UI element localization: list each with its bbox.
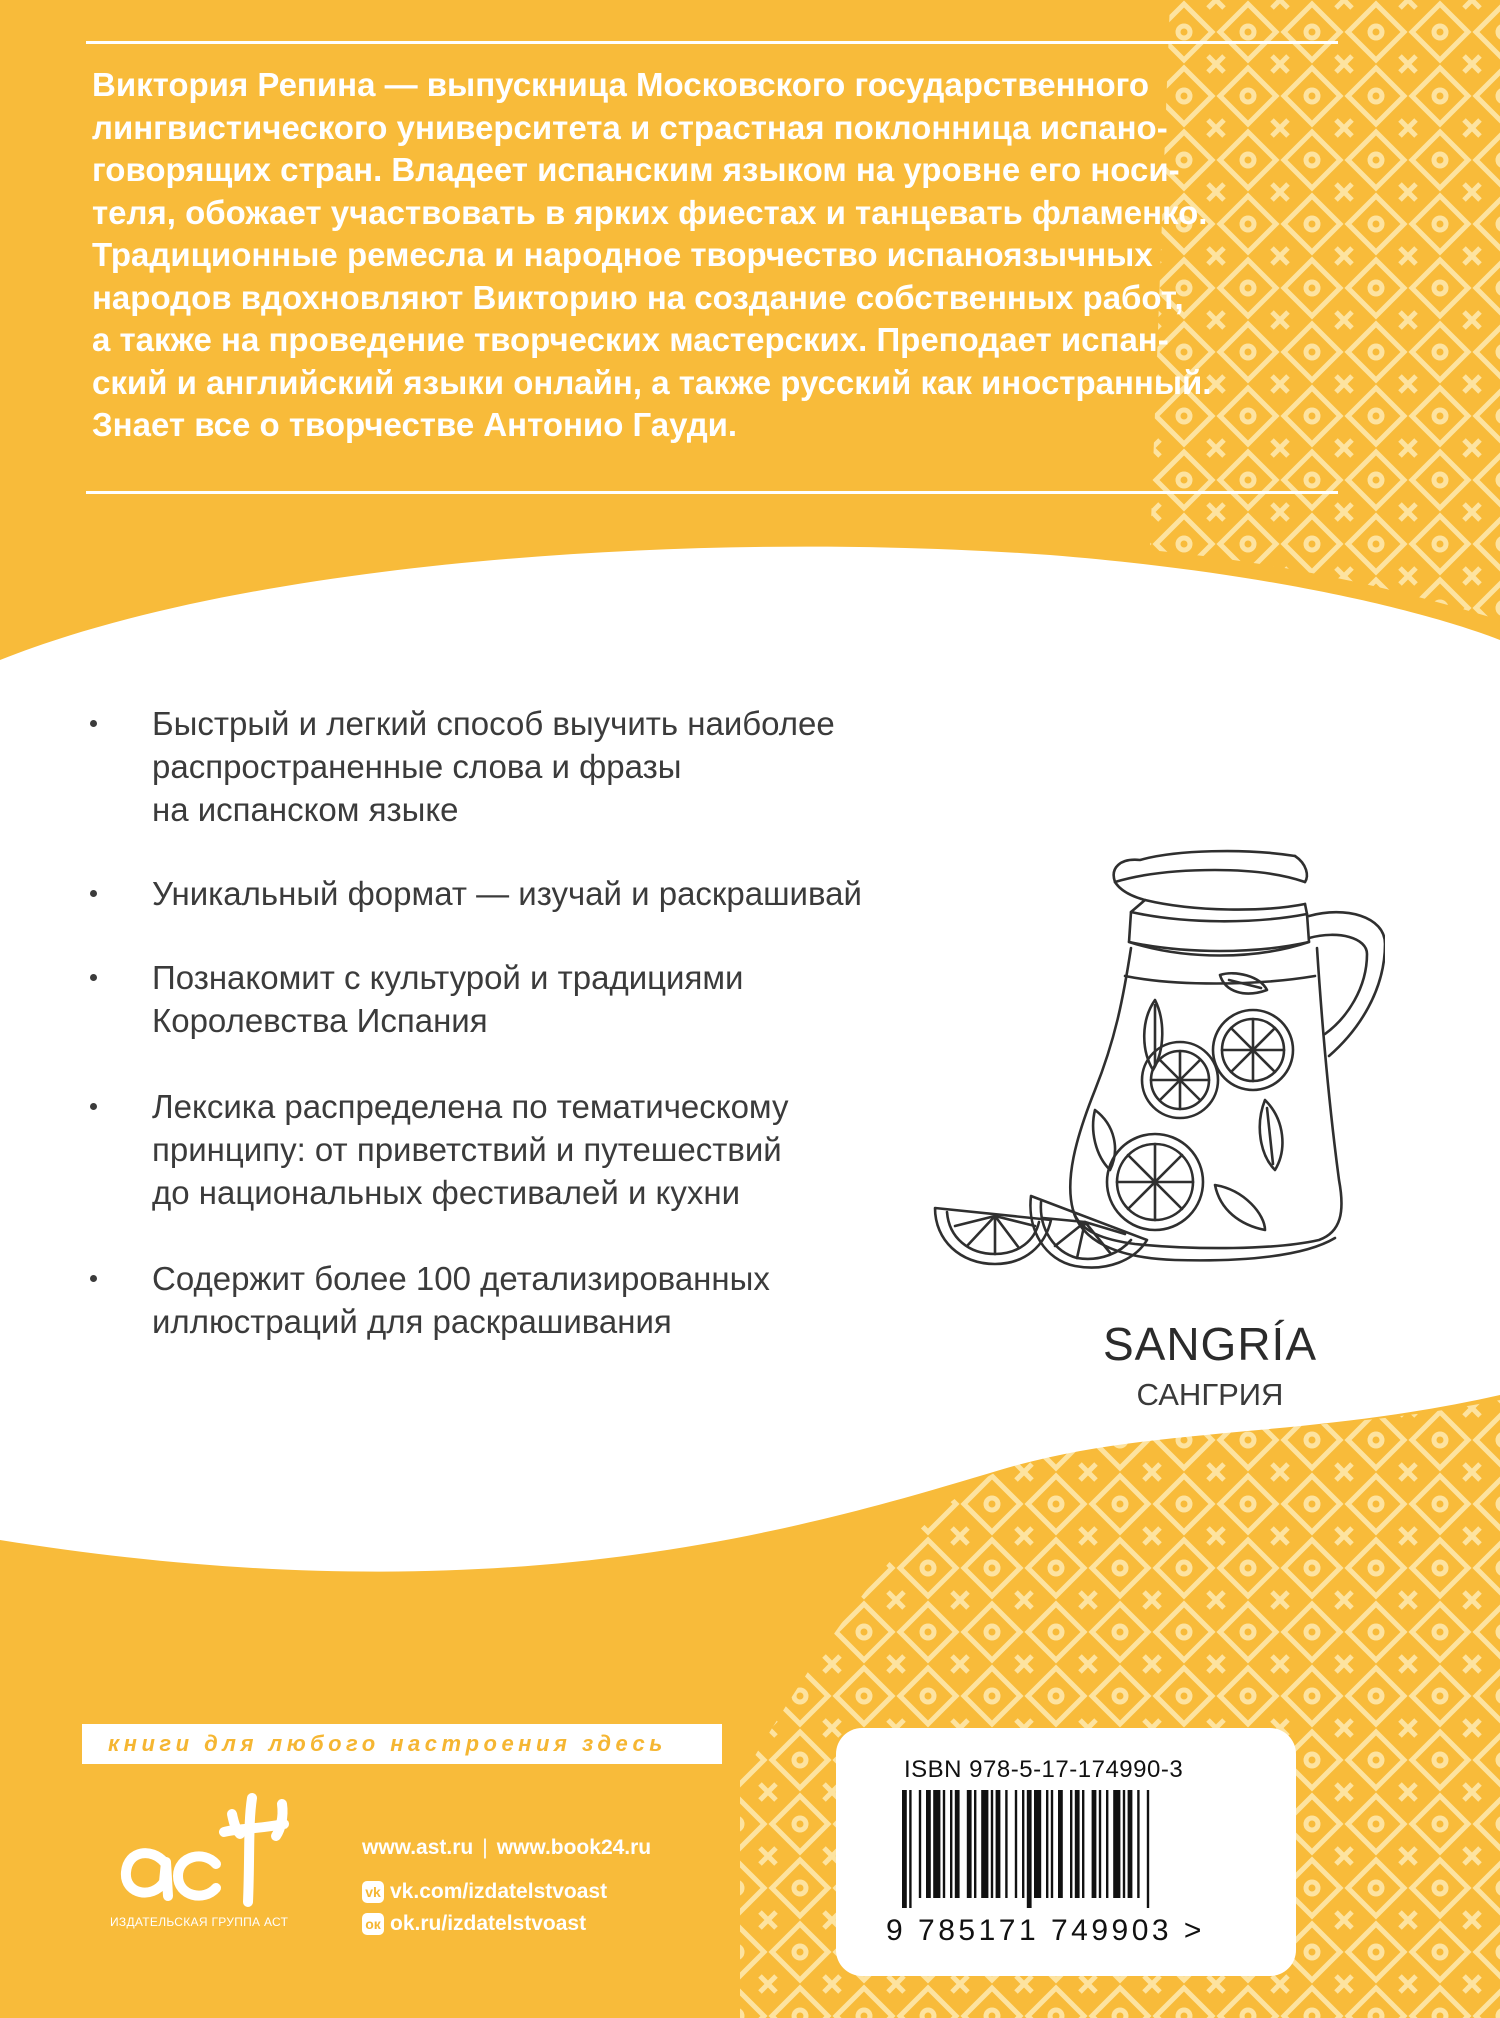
barcode-bar	[943, 1790, 945, 1898]
feature-line: Королевства Испания	[152, 1002, 488, 1039]
barcode-bar	[902, 1790, 907, 1908]
barcode-bar	[1128, 1790, 1133, 1898]
ok-link[interactable]	[362, 1912, 586, 1936]
ok-prefix: ok.ru/	[390, 1912, 448, 1935]
vk-icon: vk	[362, 1881, 384, 1903]
publisher-caption: ИЗДАТЕЛЬСКАЯ ГРУППА АСТ	[110, 1915, 289, 1929]
barcode-bar	[1027, 1790, 1032, 1908]
barcode-bar	[967, 1790, 972, 1898]
barcode-bar	[1034, 1790, 1041, 1898]
barcode-bar	[981, 1790, 988, 1898]
barcode-bar	[955, 1790, 960, 1898]
barcode-bar	[1113, 1790, 1120, 1898]
link-separator: |	[482, 1836, 488, 1859]
barcode-bar	[1070, 1790, 1072, 1898]
isbn-box	[836, 1728, 1296, 1976]
barcode-bar	[1075, 1790, 1080, 1898]
sangria-jug-icon	[915, 820, 1385, 1290]
feature-line: Лексика распределена по тематическому	[152, 1088, 789, 1125]
feature-line: Содержит более 100 детализированных	[152, 1260, 770, 1297]
illustration-subtitle: САНГРИЯ	[1136, 1377, 1284, 1412]
barcode-bar	[1099, 1790, 1101, 1898]
bio-line: лингвистического университета и страстная поклонница испано-	[92, 108, 1168, 146]
barcode-bar	[1051, 1790, 1053, 1898]
barcode-bar	[926, 1790, 931, 1898]
barcode-bar	[1046, 1790, 1048, 1898]
barcode-bar	[950, 1790, 952, 1898]
book24-site-link[interactable]: www.book24.ru	[496, 1836, 652, 1859]
ast-site-link[interactable]: www.ast.ru	[362, 1836, 474, 1859]
bio-line: народов вдохновляют Викторию на создание собственных работ,	[92, 278, 1184, 316]
barcode-bar	[1015, 1790, 1017, 1898]
isbn-label: ISBN 978-5-17-174990-3	[904, 1756, 1184, 1783]
bullet-dot	[90, 1275, 97, 1282]
vk-prefix: vk.com/	[390, 1880, 469, 1903]
bio-line: говорящих стран. Владеет испанским языком на уровне его носи-	[92, 151, 1180, 188]
barcode-bar	[974, 1790, 976, 1898]
bio-line: Виктория Репина — выпускница Московского государственного	[92, 66, 1150, 103]
barcode-bar	[1022, 1790, 1024, 1898]
barcode-bar	[1092, 1790, 1097, 1898]
barcode-bar	[1147, 1790, 1149, 1908]
barcode-bar	[909, 1790, 911, 1908]
barcode-bar	[1058, 1790, 1063, 1898]
feature-line: Познакомит с культурой и традициями	[152, 959, 744, 996]
ok-icon: ок	[362, 1913, 384, 1935]
bio-line: а также на проведение творческих мастерских. Преподает испан-	[92, 321, 1169, 358]
bullet-dot	[90, 890, 97, 897]
barcode-bar	[1137, 1790, 1139, 1898]
bio-line: теля, обожает участвовать в ярких фиестах и танцевать фламенко.	[92, 193, 1208, 231]
bullet-dot	[90, 1103, 97, 1110]
illustration-title: SANGRÍA	[1102, 1318, 1318, 1370]
vk-link[interactable]	[362, 1880, 607, 1904]
barcode-bar	[1123, 1790, 1125, 1898]
barcode-bar	[991, 1790, 993, 1898]
feature-line: до национальных фестивалей и кухни	[152, 1174, 741, 1211]
feature-line: на испанском языке	[152, 791, 459, 828]
ok-handle: izdatelstvoast	[447, 1912, 587, 1935]
barcode-bar	[919, 1790, 921, 1898]
feature-line: распространенные слова и фразы	[152, 748, 682, 785]
feature-line: иллюстраций для раскрашивания	[152, 1303, 672, 1340]
slogan-banner: книги для любого настроения здесь	[82, 1724, 722, 1764]
bullet-dot	[90, 974, 97, 981]
barcode-bar	[1005, 1790, 1007, 1898]
barcode	[902, 1790, 1232, 1910]
feature-line: Уникальный формат — изучай и раскрашивай	[152, 875, 862, 912]
feature-line: Быстрый и легкий способ выучить наиболее	[152, 705, 835, 742]
bio-line: Знает все о творчестве Антонио Гауди.	[92, 406, 738, 443]
barcode-bar	[1106, 1790, 1108, 1898]
ast-logo	[112, 1784, 302, 1914]
bio-line: Традиционные ремесла и народное творчество испаноязычных	[92, 236, 1153, 273]
barcode-bar	[933, 1790, 940, 1898]
barcode-bar	[1082, 1790, 1084, 1898]
bio-line: ский и английский языки онлайн, а также русский как иностранный.	[92, 363, 1212, 401]
feature-line: принципу: от приветствий и путешествий	[152, 1131, 782, 1168]
barcode-number: 9 785171 749903 >	[886, 1914, 1205, 1947]
vk-handle: izdatelstvoast	[468, 1880, 608, 1903]
bullet-dot	[90, 720, 97, 727]
barcode-bar	[996, 1790, 1001, 1898]
